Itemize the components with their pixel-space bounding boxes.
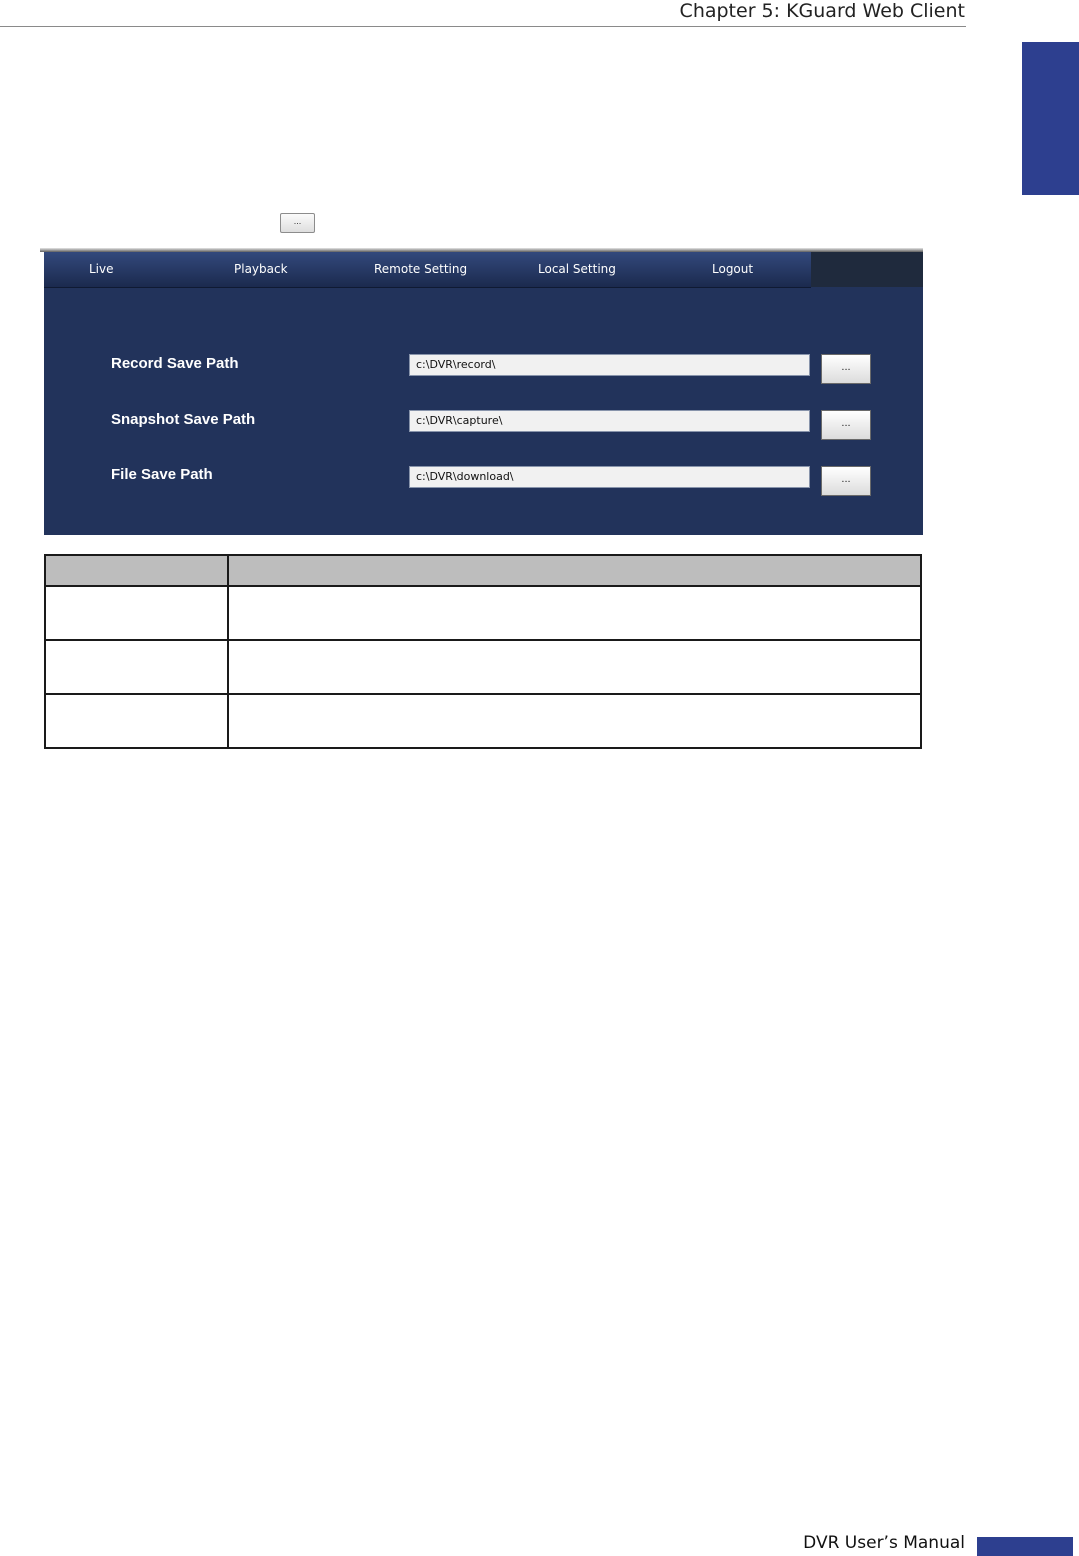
table-row [45, 694, 921, 748]
inline-browse-button-icon: ... [280, 213, 315, 233]
file-browse-button[interactable]: ... [821, 466, 871, 496]
header-divider [0, 26, 966, 27]
table-row [45, 640, 921, 694]
table-header-row [45, 555, 921, 586]
nav-item-playback[interactable]: Playback [234, 262, 288, 276]
nav-bar-filler [811, 252, 923, 287]
record-save-path-input[interactable]: c:\DVR\record\ [409, 354, 810, 376]
snapshot-browse-button[interactable]: ... [821, 410, 871, 440]
chapter-side-tab [1022, 42, 1079, 195]
table-cell [45, 586, 228, 640]
table-cell [45, 640, 228, 694]
manual-title: DVR User’s Manual [803, 1533, 965, 1553]
main-nav-bar [44, 252, 811, 288]
local-setting-screenshot [44, 252, 923, 535]
table-cell [45, 694, 228, 748]
page-number-tab [977, 1537, 1073, 1556]
nav-item-live[interactable]: Live [89, 262, 114, 276]
snapshot-save-path-label: Snapshot Save Path [111, 411, 256, 428]
nav-item-logout[interactable]: Logout [712, 262, 754, 276]
nav-item-local-setting[interactable]: Local Setting [538, 262, 616, 276]
record-save-path-label: Record Save Path [111, 355, 239, 372]
file-save-path-input[interactable]: c:\DVR\download\ [409, 466, 810, 488]
file-save-path-label: File Save Path [111, 466, 213, 483]
table-cell [228, 640, 921, 694]
table-header-cell [45, 555, 228, 586]
record-browse-button[interactable]: ... [821, 354, 871, 384]
table-header-cell [228, 555, 921, 586]
description-table [44, 554, 922, 749]
table-row [45, 586, 921, 640]
nav-item-remote-setting[interactable]: Remote Setting [374, 262, 468, 276]
table-cell [228, 586, 921, 640]
chapter-title: Chapter 5: KGuard Web Client [679, 0, 965, 22]
snapshot-save-path-input[interactable]: c:\DVR\capture\ [409, 410, 810, 432]
table-cell [228, 694, 921, 748]
